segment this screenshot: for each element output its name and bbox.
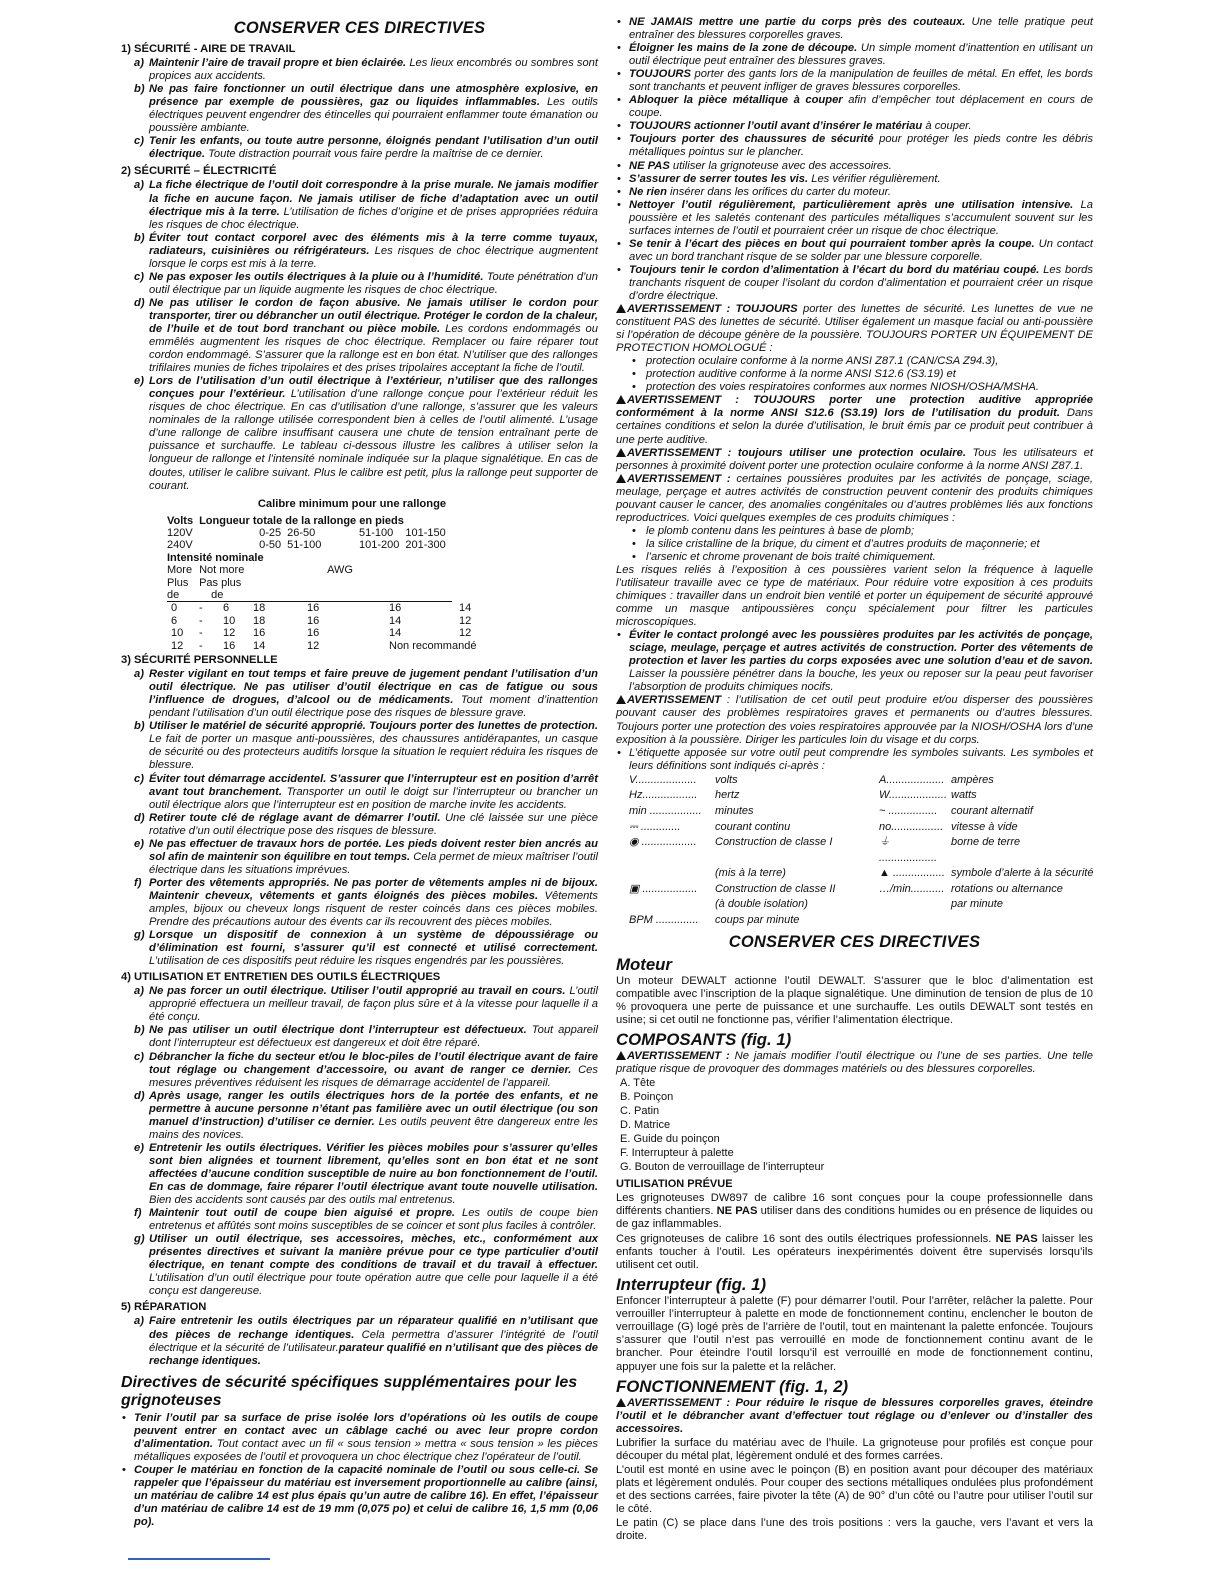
list-item: • TOUJOURS actionner l’outil avant d’insérer le matériau à couper. (616, 120, 1093, 133)
list-item: a) Rester vigilant en tout temps et faire preuve de jugement pendant l’utilisation d’un outil électrique. Ne pas utiliser d’outil électrique en cas de fatigue ou sous l’influence de drogues, d’alcool ou de médicaments. Tout moment d’inattention pendant l’utilisation d’un outil électrique pose des risques de blessure grave. (134, 668, 598, 720)
list-item: f) Maintenir tout outil de coupe bien aiguisé et propre. Les outils de coupe bien entretenus et affûtés sont moins susceptibles de se coincer et sont plus faciles à contrôler. (134, 1207, 598, 1233)
list-item: b) Ne pas utiliser un outil électrique dont l’interrupteur est défectueux. Tout appareil dont l’interrupteur est défectueux est dangereux et doit être réparé. (134, 1024, 598, 1050)
list-item: e) Entretenir les outils électriques. Vérifier les pièces mobiles pour s’assurer qu’elles sont bien alignées et tournent librement, qu’elles sont en bon état et ne sont affectées d’aucune condition susceptible de nuire au bon fonctionnement de l’outil. En cas de dommage, faire réparer l’outil électrique avant toute nouvelle utilisation. Bien des accidents sont causés par des outils mal entretenus. (134, 1141, 598, 1207)
paragraph: Ces grignoteuses de calibre 16 sont des outils électriques professionnels. NE PAS laisser les enfants toucher à l’outil. Les opérateurs inexpérimentés doivent être supervisés lorsqu’ils utilisent cet outil. (616, 1233, 1093, 1272)
list-item: a) Maintenir l’aire de travail propre et bien éclairée. Les lieux encombrés ou sombres sont propices aux accidents. (134, 57, 598, 83)
paragraph: Les risques reliés à l’exposition à ces poussières varient selon la fréquence à laquelle l’utilisateur travaille avec ce type de matériaux. Pour réduire votre exposition à ces produits chimiques : travailler dans un endroit bien ventilé et porter un équipement de sécurité approuvé comme un masque antipoussières conçu spécialement pour filtrer les particules microscopiques. (616, 563, 1093, 629)
paragraph: L’outil est monté en usine avec le poinçon (B) en position avant pour découper des matériaux plats et légèrement ondulés. Pour couper des sections métalliques ondulées plus profondément et des sections carrées, faire pivoter la tête (A) de 90° d’un côté ou l’autre pour utiliser l’outil sur le côté. (616, 1463, 1093, 1515)
heading-composants: COMPOSANTS (fig. 1) (616, 1029, 792, 1049)
heading-moteur: Moteur (616, 954, 672, 974)
list-item: f) Porter des vêtements appropriés. Ne pas porter de vêtements amples ni de bijoux. Maintenir cheveux, vêtements et gants éloignés des pièces mobiles. Vêtements amples, bijoux ou cheveux longs risquent de rester coincés dans ces pièces mobiles. Prendre des précautions autour des évents car ils recouvrent des pièces mobiles. (134, 876, 598, 929)
section-heading: 3) SÉCURITÉ PERSONNELLE (121, 654, 278, 667)
warning-icon (616, 304, 626, 313)
list-item: C. Patin (620, 1104, 660, 1117)
warning-block: AVERTISSEMENT : TOUJOURS porter une protection auditive appropriée conformément à la norme ANSI S12.6 (S3.19) lors de l’utilisation du produit. Dans certaines conditions et selon la durée d’utilisation, le bruit émis par ce produit peut contribuer à une perte auditive. (616, 394, 1093, 446)
list-item: • protection oculaire conforme à la norme ANSI Z87.1 (CAN/CSA Z94.3), (616, 355, 1093, 368)
section-heading: 5) RÉPARATION (121, 1301, 207, 1314)
list-item: e) Lors de l’utilisation d’un outil électrique à l’extérieur, n’utiliser que des rallonges conçues pour l’extérieur. L’utilisation d’une rallonge conçue pour l’extérieur réduit les risques de choc électrique. En cas d’utilisation d’une rallonge, s’assurer que les valeurs nominales de la rallonge utilisée correspondent bien à celles de l’outil alimenté. L’usage d’une rallonge de calibre insuffisant causera une chute de tension entraînant perte de puissance et surchauffe. Le tableau ci-dessous illustre les calibres à utiliser selon la longueur de rallonge et l’intensité nominale indiquée sur la plaque signalétique. En cas de doutes, utiliser le calibre suivant. Plus le calibre est petit, plus la rallonge peut supporter de courant. (134, 375, 598, 492)
warning-icon (616, 395, 626, 404)
warning-block: AVERTISSEMENT : toujours utiliser une protection oculaire. Tous les utilisateurs et personnes à proximité doivent porter une protection oculaire conforme à la norme ANSI Z87.1. (616, 446, 1093, 472)
symbols-table: V.................... volts A................... ampères Hz.................. hertz W................... watts min ................. minutes ~ ................ courant alternatif ⎓ ............. courant continu no................. vitesse à vide ◉ .................. Construction de classe I ⏚ ................... borne de terre (mis à la terre) ▲ ................. symbole d’alerte à la sécurité ▣ .................. Construction de classe II …/min........... rotations ou alternance (à double isolation) par minute BPM .............. coups par minute (629, 773, 1094, 927)
list-item: • Toujours porter des chaussures de sécurité pour protéger les pieds contre les débris métalliques pointus sur le plancher. (616, 133, 1093, 159)
section-title: CONSERVER CES DIRECTIVES (728, 932, 981, 951)
paragraph: Les grignoteuses DW897 de calibre 16 sont conçues pour la coupe professionnelle dans différents chantiers. NE PAS utiliser dans des conditions humides ou en présence de liquides ou de gaz inflammables. (616, 1191, 1093, 1231)
list-item: g) Lorsque un dispositif de connexion à un système de dépoussiérage ou d’élimination est fourni, s’assurer qu’il est connecté et utilisé correctement. L’utilisation de ces dispositifs peut réduire les risques engendrés par les poussières. (134, 929, 598, 968)
heading-utilisation: UTILISATION PRÉVUE (616, 1177, 733, 1190)
list-item: • Éloigner les mains de la zone de découpe. Un simple moment d’inattention en utilisant un outil électrique peut entraîner des blessures graves. (616, 42, 1093, 68)
list-item: • L’étiquette apposée sur votre outil peut comprendre les symboles suivants. Les symboles et leurs définitions sont indiqués ci-après : (616, 747, 1093, 773)
list-item: a) La fiche électrique de l’outil doit correspondre à la prise murale. Ne jamais modifier la fiche en aucune façon. Ne jamais utiliser de fiche d’adaptation avec un outil électrique mis à la terre. L’utilisation de fiches d’origine et de prises appropriées réduira les risques de choc électrique. (134, 179, 598, 231)
warning-block: AVERTISSEMENT : Ne jamais modifier l’outil électrique ou l’une de ses parties. Une telle pratique risque de provoquer des dommages matériels ou des blessures corporelles. (616, 1049, 1094, 1075)
extension-cord-table: Volts Longueur totale de la rallonge en pieds 120V 0-25 26-50 51-100 101-150 240V 0-50 51-100 101-200 201-300 Intensité nominale More Not more AWG Plus Pas plus de de (167, 515, 452, 603)
list-item: g) Utiliser un outil électrique, ses accessoires, mèches, etc., conformément aux présentes directives et suivant la manière prévue pour ce type particulier d’outil électrique, en tenant compte des conditions de travail et du travail à effectuer. L’utilisation d’un outil électrique pour toute opération autre que celle pour laquelle il a été conçu est dangereuse. (134, 1233, 598, 1298)
list-item: B. Poinçon (620, 1090, 674, 1103)
list-item: c) Tenir les enfants, ou toute autre personne, éloignés pendant l’utilisation d’un outil électrique. Toute distraction pourrait vous faire perdre la maîtrise de ce dernier. (134, 135, 598, 161)
list-item: • NE PAS utiliser la grignoteuse avec des accessoires. (616, 160, 1093, 173)
list-item: c) Éviter tout démarrage accidentel. S’assurer que l’interrupteur est en position d’arrêt avant tout branchement. Transporter un outil le doigt sur l’interrupteur ou brancher un outil électrique alors que l’interrupteur est en position de marche invite les accidents. (134, 772, 598, 811)
list-item: c) Débrancher la fiche du secteur et/ou le bloc-piles de l’outil électrique avant de faire tout réglage ou changement d’accessoire, ou avant de ranger ce dernier. Ces mesures préventives réduisent les risques de démarrage accidentel de l’appareil. (134, 1050, 598, 1089)
footer-rule (128, 1558, 270, 1560)
warning-block: AVERTISSEMENT : l’utilisation de cet outil peut produire et/ou disperser des poussières pouvant causer des problèmes respiratoires graves et permanents ou d’autres blessures. Toujours porter une protection des voies respiratoires approuvée par la NIOSH/OSHA lors d’une exposition à la poussière. Diriger les particules loin du visage et du corps. (616, 694, 1093, 746)
warning-block: AVERTISSEMENT : TOUJOURS porter des lunettes de sécurité. Les lunettes de vue ne constituent PAS des lunettes de sécurité. Utiliser également un masque facial ou anti-poussière si l’opération de découpe génère de la poussière. TOUJOURS PORTER UN ÉQUIPEMENT DE PROTECTION HOMOLOGUÉ : (616, 303, 1093, 355)
list-item: • NE JAMAIS mettre une partie du corps près des couteaux. Une telle pratique peut entraîner des blessures corporelles graves. (616, 16, 1093, 42)
list-item: E. Guide du poinçon (620, 1132, 720, 1145)
list-item: • Abloquer la pièce métallique à couper afin d’empêcher tout déplacement en cours de coupe. (616, 94, 1093, 120)
list-item: b) Utiliser le matériel de sécurité approprié. Toujours porter des lunettes de protection. Le fait de porter un masque anti-poussières, des chaussures antidérapantes, un casque de sécurité ou des protecteurs auditifs lorsque la situation le requiert réduira les risques de blessure. (134, 720, 598, 772)
list-item: • Couper le matériau en fonction de la capacité nominale de l’outil ou sous celle-ci. Se rappeler que l’épaisseur du matériau est inversement proportionnelle au calibre (ainsi, un matériau de calibre 14 est plus épais qu’un autre de calibre 16). En effet, l’épaisseur d’un matériau de calibre 14 est de 19 mm (0,075 po) et celui de calibre 16, 1,5 mm (0,06 po). (121, 1464, 598, 1529)
list-item: • Toujours tenir le cordon d’alimentation à l’écart du bord du matériau coupé. Les bords tranchants risquent de couper l’isolant du cordon d’alimentation et pourraient créer un risque d’ordre électrique. (616, 264, 1093, 303)
section-heading: 2) SÉCURITÉ – ÉLECTRICITÉ (121, 165, 277, 178)
list-item: • protection auditive conforme à la norme ANSI S12.6 (S3.19) et (616, 368, 1093, 381)
warning-icon (616, 448, 626, 457)
section-heading: 1) SÉCURITÉ - AIRE DE TRAVAIL (121, 43, 296, 55)
right-column (616, 16, 1093, 1543)
list-item: • l’arsenic et chrome provenant de bois traité chimiquement. (616, 551, 1093, 564)
warning-icon (616, 474, 626, 483)
list-item: e) Ne pas effectuer de travaux hors de portée. Les pieds doivent rester bien ancrés au sol afin de maintenir son équilibre en tout temps. Cela permet de mieux maîtriser l’outil électrique dans les situations imprévues. (134, 837, 598, 876)
list-item: a) Faire entretenir les outils électriques par un réparateur qualifié en n’utilisant que des pièces de rechange identiques. Cela permettra d’assurer l’intégrité de l’outil électrique et la sécurité de l’utilisateur.parateur qualifié en n’utilisant que des pièces de rechange identiques. (134, 1315, 598, 1367)
warning-icon (616, 1398, 626, 1407)
warning-icon (616, 1051, 626, 1060)
list-item: G. Bouton de verrouillage de l’interrupteur (620, 1160, 825, 1173)
list-item: a) Ne pas forcer un outil électrique. Utiliser l’outil approprié au travail en cours. L’outil approprié effectuera un meilleur travail, de façon plus sûre et à la vitesse pour laquelle il a été conçu. (134, 985, 598, 1024)
paragraph: Un moteur DEWALT actionne l’outil DEWALT. S’assurer que le bloc d’alimentation est compatible avec l’inscription de la plaque signalétique. Une diminution de tension de plus de 10 % provoquera une perte de puissance et une surchauffe. Les outils DEWALT sont testés en usine; si cet outil ne fonctionne pas, vérifier l’alimentation électrique. (616, 974, 1093, 1026)
list-item: c) Ne pas exposer les outils électriques à la pluie ou à l’humidité. Toute pénétration d’un outil électrique par un liquide augmente les risques de choc électrique. (134, 270, 598, 296)
list-item: D. Matrice (620, 1118, 671, 1131)
list-item: F. Interrupteur à palette (620, 1146, 734, 1159)
page-title: CONSERVER CES DIRECTIVES (233, 19, 486, 37)
list-item: b) Éviter tout contact corporel avec des éléments mis à la terre comme tuyaux, radiateurs, cuisinières ou réfrigérateurs. Les risques de choc électrique augmentent lorsque le corps est mis à la terre. (134, 231, 598, 270)
list-item: • Ne rien insérer dans les orifices du carter du moteur. (616, 186, 1093, 199)
list-item: • TOUJOURS porter des gants lors de la manipulation de feuilles de métal. En effet, les bords sont tranchants et peuvent infliger de graves blessures corporelles. (616, 68, 1093, 94)
list-item: • Tenir l’outil par sa surface de prise isolée lors d’opérations où les outils de coupe peuvent entrer en contact avec un câblage caché ou avec leur propre cordon d’alimentation. Tout contact avec un fil « sous tension » mettra « sous tension » les pièces métalliques exposées de l’outil et provoquera un choc électrique chez l’opérateur de l’outil. (121, 1412, 598, 1464)
section-title-grignoteuses: Directives de sécurité spécifiques supplémentaires pour les grignoteuses (121, 1373, 578, 1409)
list-item: A. Tête (620, 1076, 656, 1089)
list-item: • Se tenir à l’écart des pièces en bout qui pourraient tomber après la coupe. Un contact avec un bord tranchant risque de se solder par une blessure corporelle. (616, 238, 1093, 264)
list-item: d) Retirer toute clé de réglage avant de démarrer l’outil. Une clé laissée sur une pièce rotative d’un outil électrique pose des risques de blessure. (134, 811, 598, 837)
list-item: • Nettoyer l’outil régulièrement, particulièrement après une utilisation intensive. La poussière et les saletés contenant des particules métalliques s’accumulent souvent sur les surfaces internes de l’outil et pourraient créer un risque de choc électrique. (616, 199, 1093, 238)
extension-cord-table-body: 0 - 6 18 16 16 14 6 - 10 18 16 14 12 10 - 12 16 16 14 12 12 - 16 14 12 Non recommandé (171, 602, 477, 652)
list-item: b) Ne pas faire fonctionner un outil électrique dans une atmosphère explosive, en présence par exemple de poussières, gaz ou liquides inflammables. Les outils électriques peuvent engendrer des étincelles qui pourraient enflammer toute émanation ou poussière ambiante. (134, 83, 599, 135)
left-column (121, 16, 598, 1529)
list-item: • S’assurer de serrer toutes les vis. Les vérifier régulièrement. (616, 173, 1093, 186)
warning-block: AVERTISSEMENT : Pour réduire le risque de blessures corporelles graves, éteindre l’outil et le débrancher avant d’effectuer tout réglage ou d’enlever ou d’installer des accessoires. (616, 1396, 1093, 1435)
heading-fonctionnement: FONCTIONNEMENT (fig. 1, 2) (616, 1376, 849, 1396)
list-item: • le plomb contenu dans les peintures à base de plomb; (616, 525, 1093, 538)
warning-icon (616, 695, 626, 704)
list-item: d) Ne pas utiliser le cordon de façon abusive. Ne jamais utiliser le cordon pour transporter, tirer ou débrancher un outil électrique. Protéger le cordon de la chaleur, de l’huile et de tout bord tranchant ou pièce mobile. Les cordons endommagés ou emmêlés augmentent les risques de choc électrique. Remplacer ou faire réparer tout cordon endommagé. S’assurer que la rallonge est en bon état. N’utiliser que des rallonges trifilaires munies de fiches tripolaires et des prises tripolaires acceptant la fiche de l’outil. (134, 296, 598, 375)
paragraph: Lubrifier la surface du matériau avec de l’huile. La grignoteuse pour profilés est conçue pour découper du métal plat, légèrement ondulé et des formes carrées. (616, 1436, 1093, 1462)
list-item: d) Après usage, ranger les outils électriques hors de la portée des enfants, et ne permettre à aucune personne n’étant pas familière avec un outil électrique (ou son manuel d’instruction) d’utiliser ce dernier. Les outils peuvent être dangereux entre les mains des novices. (134, 1089, 598, 1141)
table-title: Calibre minimum pour une rallonge (257, 497, 447, 510)
heading-interrupteur: Interrupteur (fig. 1) (616, 1275, 767, 1295)
section-heading: 4) UTILISATION ET ENTRETIEN DES OUTILS ÉLECTRIQUES (121, 971, 441, 984)
warning-block: AVERTISSEMENT : certaines poussières produites par les activités de ponçage, sciage, meulage, perçage et autres activités de construction peuvent contenir des produits chimiques pouvant causer le cancer, des anomalies congénitales ou d’autres problèmes liés aux fonctions reproductrices. Voici quelques exemples de ces produits chimiques : (616, 472, 1093, 524)
components-list (616, 1076, 1093, 1174)
paragraph: Le patin (C) se place dans l’une des trois positions : vers la gauche, vers l’avant et vers la droite. (616, 1516, 1093, 1543)
list-item: • la silice cristalline de la brique, du ciment et d’autres produits de maçonnerie; et (616, 538, 1093, 551)
list-item: • protection des voies respiratoires conformes aux normes NIOSH/OSHA/MSHA. (616, 381, 1093, 394)
paragraph: Enfoncer l’interrupteur à palette (F) pour démarrer l’outil. Pour l’arrêter, relâcher la palette. Pour verrouiller l’interrupteur à palette en mode de fonctionnement continu, enclencher le bouton de verrouillage (G) logé près de l’arrière de l’outil, tout en maintenant la palette enfoncée. Toujours s’assurer que l’outil n’est pas verrouillé en mode de fonctionnement continu avant de le brancher. Pour éteindre l’outil lorsqu’il est verrouillé en mode de fonctionnement continu, appuyer une fois sur la palette et la relâcher. (616, 1295, 1093, 1373)
list-item: • Éviter le contact prolongé avec les poussières produites par les activités de ponçage, sciage, meulage, perçage et autres activités de construction. Porter des vêtements de protection et laver les parties du corps exposées avec une solution d’eau et de savon. Laisser la poussière pénétrer dans la bouche, les yeux ou reposer sur la peau peut favoriser l’absorption de produits chimiques nocifs. (616, 629, 1093, 694)
